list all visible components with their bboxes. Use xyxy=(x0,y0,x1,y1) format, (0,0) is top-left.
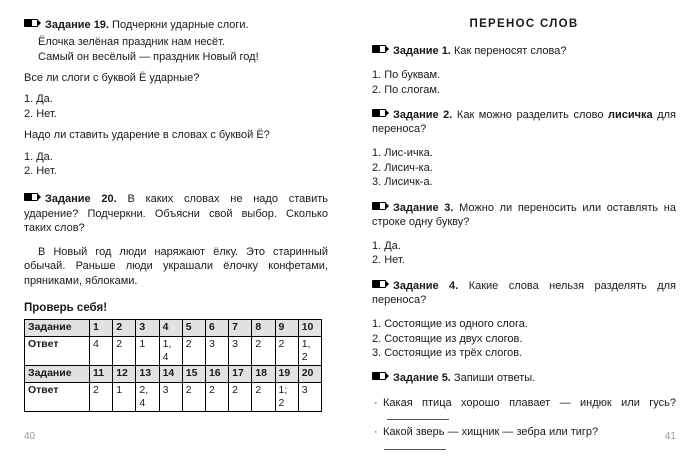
task-num-3: 3 xyxy=(136,320,159,337)
task-19-option-2-1[interactable]: 1. Да. xyxy=(24,150,53,163)
task-4-option-3[interactable]: 3. Состоящие из трёх слогов. xyxy=(372,347,523,360)
answer-20: 3 xyxy=(298,383,321,412)
table-row-answers-1 xyxy=(25,337,322,366)
answer-18: 2 xyxy=(252,383,275,412)
answer-16: 2 xyxy=(205,383,228,412)
page-number-left: 40 xyxy=(24,431,36,442)
header-task-2: Задание xyxy=(25,366,90,383)
answer-5: 2 xyxy=(182,337,205,366)
task-num-6: 6 xyxy=(205,320,228,337)
task-2-label: Задание 2. xyxy=(393,109,453,122)
answer-9: 2 xyxy=(275,337,298,366)
task-5-answer-blank-2[interactable] xyxy=(384,439,446,450)
answer-12: 1 xyxy=(113,383,136,412)
task-19-prompt: Подчеркни ударные слоги. xyxy=(112,19,249,31)
task-2-prompt-pre: Как можно разделить слово xyxy=(456,109,608,122)
answer-3: 1 xyxy=(136,337,159,366)
answer-19: 1; 2 xyxy=(275,383,298,412)
task-num-5: 5 xyxy=(182,320,205,337)
table-row-answers-2 xyxy=(25,383,322,412)
check-yourself-title: Проверь себя! xyxy=(24,302,108,315)
task-4-option-1[interactable]: 1. Состоящие из одного слога. xyxy=(372,318,528,331)
task-3-option-2[interactable]: 2. Нет. xyxy=(372,254,405,267)
task-1-option-1[interactable]: 1. По буквам. xyxy=(372,69,441,82)
task-num-11: 11 xyxy=(90,366,113,383)
task-marker-icon xyxy=(372,372,389,380)
answer-10: 1, 2 xyxy=(298,337,321,366)
task-2-prompt-word: лисичка xyxy=(608,109,653,122)
task-20-paragraph: В Новый год люди наряжают ёлку. Это старинный обычай. Раньше люди украшали ёлочку конфетами, пряниками, яблоками. xyxy=(24,246,328,287)
task-3 xyxy=(372,201,676,229)
task-5-bullet-1-text: Какая птица хорошо плавает — индюк или гусь? xyxy=(383,396,676,409)
page-title: ПЕРЕНОС СЛОВ xyxy=(469,18,579,30)
task-19-option-1-2[interactable]: 2. Нет. xyxy=(24,107,57,120)
task-num-10: 10 xyxy=(298,320,321,337)
answer-14: 3 xyxy=(159,383,182,412)
page-number-right: 41 xyxy=(664,431,676,442)
task-20-prompt: В каких словах не надо ставить ударение? Подчеркни. Объясни свой выбор. Сколько таких слов? xyxy=(24,193,328,234)
header-answer-1: Ответ xyxy=(25,337,90,366)
task-num-20: 20 xyxy=(298,366,321,383)
task-num-13: 13 xyxy=(136,366,159,383)
task-19-question-2: Надо ли ставить ударение в словах с буквой Ё? xyxy=(24,129,270,142)
task-4-prompt: Какие слова нельзя разделять для переноса? xyxy=(372,279,676,307)
task-5-bullet-2 xyxy=(372,425,676,439)
task-5 xyxy=(372,371,676,385)
task-num-18: 18 xyxy=(252,366,275,383)
answer-6: 3 xyxy=(205,337,228,366)
answers-table-body xyxy=(25,320,322,412)
task-20-label: Задание 20. xyxy=(45,193,117,206)
answer-17: 2 xyxy=(229,383,252,412)
answer-15: 2 xyxy=(182,383,205,412)
task-3-label: Задание 3. xyxy=(393,201,454,214)
task-num-16: 16 xyxy=(205,366,228,383)
answers-table xyxy=(24,319,322,412)
answer-13: 2, 4 xyxy=(136,383,159,412)
task-1 xyxy=(372,44,676,58)
task-2-option-1[interactable]: 1. Лис-ичка. xyxy=(372,147,433,160)
task-3-option-1[interactable]: 1. Да. xyxy=(372,240,401,253)
task-4-label: Задание 4. xyxy=(393,279,459,292)
answer-4: 1, 4 xyxy=(159,337,182,366)
task-num-1: 1 xyxy=(90,320,113,337)
task-num-14: 14 xyxy=(159,366,182,383)
task-marker-icon xyxy=(372,45,389,53)
task-19 xyxy=(24,18,328,32)
task-1-option-2[interactable]: 2. По слогам. xyxy=(372,83,440,96)
header-task-1: Задание xyxy=(25,320,90,337)
task-marker-icon xyxy=(372,280,389,288)
task-19-question-1: Все ли слоги с буквой Ё ударные? xyxy=(24,72,200,85)
page-right xyxy=(350,0,700,456)
task-2-prompt-post: для переноса? xyxy=(372,109,676,136)
task-marker-icon xyxy=(24,19,41,27)
task-1-label: Задание 1. xyxy=(393,45,451,57)
task-2-option-3[interactable]: 3. Лисичк-а. xyxy=(372,176,433,189)
bullet-dot-icon: · xyxy=(374,425,378,438)
task-5-label: Задание 5. xyxy=(393,372,451,385)
task-3-prompt: Можно ли переносить или оставлять на строке одну букву? xyxy=(372,201,676,228)
bullet-dot-icon: · xyxy=(374,396,378,409)
task-num-15: 15 xyxy=(182,366,205,383)
header-answer-2: Ответ xyxy=(25,383,90,412)
task-num-8: 8 xyxy=(252,320,275,337)
answer-8: 2 xyxy=(252,337,275,366)
task-num-4: 4 xyxy=(159,320,182,337)
task-19-verse-line-2: Самый он весёлый — праздник Новый год! xyxy=(38,50,259,63)
task-num-7: 7 xyxy=(229,320,252,337)
task-19-label: Задание 19. xyxy=(45,19,109,31)
task-5-bullet-2-text: Какой зверь — хищник — зебра или тигр? xyxy=(383,425,599,438)
task-20 xyxy=(24,192,328,235)
task-5-bullet-1 xyxy=(372,396,676,425)
task-2 xyxy=(372,108,676,136)
task-marker-icon xyxy=(372,202,389,210)
task-5-answer-blank-1[interactable] xyxy=(387,410,449,420)
task-4 xyxy=(372,279,676,307)
task-marker-icon xyxy=(24,193,41,201)
task-19-option-1-1[interactable]: 1. Да. xyxy=(24,93,53,106)
task-num-17: 17 xyxy=(229,366,252,383)
task-1-prompt: Как переносят слова? xyxy=(453,45,567,57)
task-marker-icon xyxy=(372,109,389,117)
task-num-9: 9 xyxy=(275,320,298,337)
answer-1: 4 xyxy=(90,337,113,366)
answer-2: 2 xyxy=(113,337,136,366)
task-num-12: 12 xyxy=(113,366,136,383)
answer-11: 2 xyxy=(90,383,113,412)
table-row-tasks-1 xyxy=(25,320,322,337)
task-5-prompt: Запиши ответы. xyxy=(453,372,536,385)
task-19-verse-line-1: Ёлочка зелёная праздник нам несёт. xyxy=(38,36,226,49)
task-4-option-2[interactable]: 2. Состоящие из двух слогов. xyxy=(372,332,523,345)
task-19-option-2-2[interactable]: 2. Нет. xyxy=(24,165,57,178)
task-2-option-2[interactable]: 2. Лисич-ка. xyxy=(372,161,433,174)
answer-7: 3 xyxy=(229,337,252,366)
table-row-tasks-2 xyxy=(25,366,322,383)
task-num-2: 2 xyxy=(113,320,136,337)
task-num-19: 19 xyxy=(275,366,298,383)
